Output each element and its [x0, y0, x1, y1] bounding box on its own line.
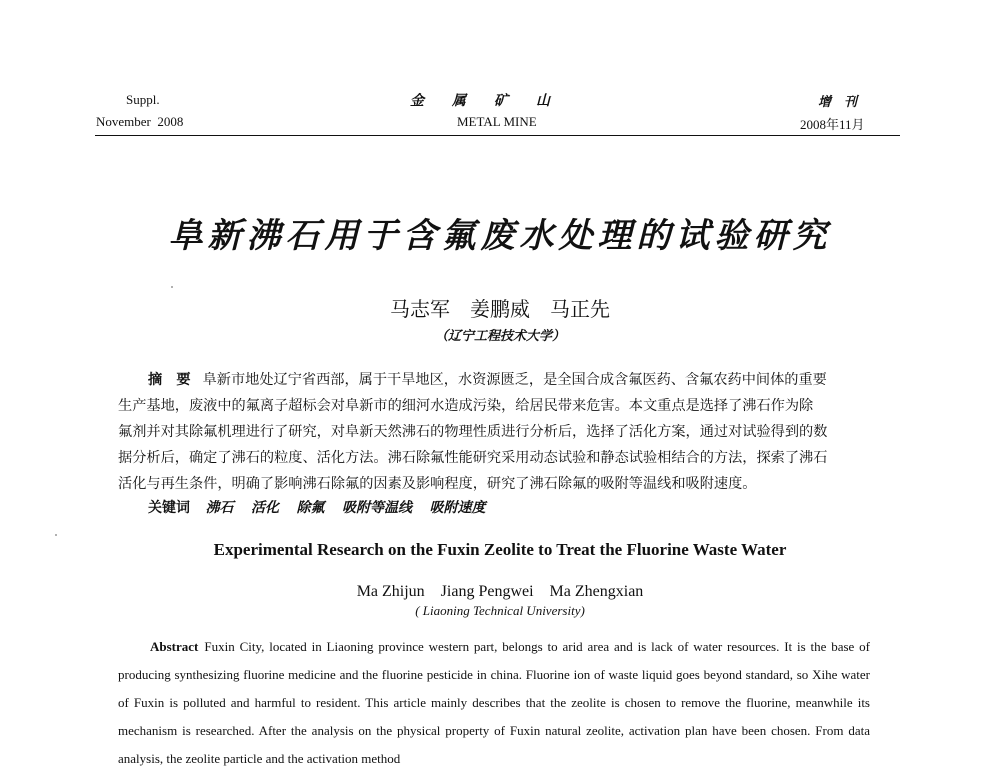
keywords-cn-label: 关键词: [148, 501, 190, 516]
journal-name-en: METAL MINE: [457, 114, 537, 129]
scan-speck: [55, 534, 57, 536]
abstract-en-text: Fuxin City, located in Liaoning province western part, belongs to arid area and is lack of water resources. It is the base of producing synthesizing fluorine medicine and the fluorine pesticide in china. Fluorine ion of waste liquid goes beyond standard, so Xihe water of Fuxin is polluted and harmful to resident. This article mainly describes that the zeolite is chosen to remove the fluorine, meanwhile its mechanism is researched. After the analysis on the physical property of Fuxin natural zeolite, activation plan have been chosen. From data analysis, the zeolite particle and the activation method: [118, 639, 870, 766]
abstract-cn-label: 摘 要: [148, 372, 191, 388]
header-rule: [95, 135, 900, 136]
header-date-en: November 2008: [96, 114, 184, 129]
keyword-cn: 吸附等温线: [342, 501, 412, 516]
abstract-cn-line-2: 生产基地，废液中的氟离子超标会对阜新市的细河水造成污染，给居民带来危害。本文重点是选择了沸石作为除: [118, 398, 814, 414]
keyword-cn: 沸石: [205, 501, 234, 516]
abstract-cn-line-4: 据分析后，确定了沸石的粒度、活化方法。沸石除氟性能研究采用动态试验和静态试验相结合的方法，探索了沸石: [118, 450, 828, 466]
abstract-cn: [118, 367, 868, 497]
scan-speck: [171, 286, 173, 288]
keywords-cn: [148, 497, 500, 517]
paper-title-en: Experimental Research on the Fuxin Zeolite to Treat the Fluorine Waste Water: [213, 540, 787, 559]
header-suppl: Suppl.: [126, 92, 160, 107]
header-date-cn: 2008年11月: [800, 117, 865, 132]
affiliation-en: ( Liaoning Technical University): [415, 603, 585, 618]
journal-name-cn: 金 属 矿 山: [410, 94, 550, 109]
abstract-cn-line-5: 活化与再生条件，明确了影响沸石除氟的因素及影响程度，研究了沸石除氟的吸附等温线和吸附速度。: [118, 476, 757, 492]
abstract-en-label: Abstract: [150, 639, 199, 654]
keyword-cn: 活化: [251, 501, 279, 516]
header-supplement-cn: 增 刊: [818, 94, 858, 109]
authors-en: Ma Zhijun Jiang Pengwei Ma Zhengxian: [356, 583, 644, 600]
keyword-cn: 吸附速度: [429, 501, 486, 516]
abstract-en: [118, 633, 870, 773]
abstract-cn-line-3: 氟剂并对其除氟机理进行了研究，对阜新天然沸石的物理性质进行分析后，选择了活化方案，通过对试验得到的数: [118, 424, 828, 440]
authors-cn: 马志军 姜鹏威 马正先: [390, 299, 610, 321]
abstract-cn-line-1: 摘 要 阜新市地处辽宁省西部，属于干旱地区，水资源匮乏，是全国合成含氟医药、含氟农药中间体的重要: [148, 372, 827, 388]
keyword-cn: 除氟: [296, 501, 325, 516]
affiliation-cn: （辽宁工程技术大学）: [434, 328, 565, 343]
paper-title-cn: 阜新沸石用于含氟废水处理的试验研究: [168, 218, 832, 255]
